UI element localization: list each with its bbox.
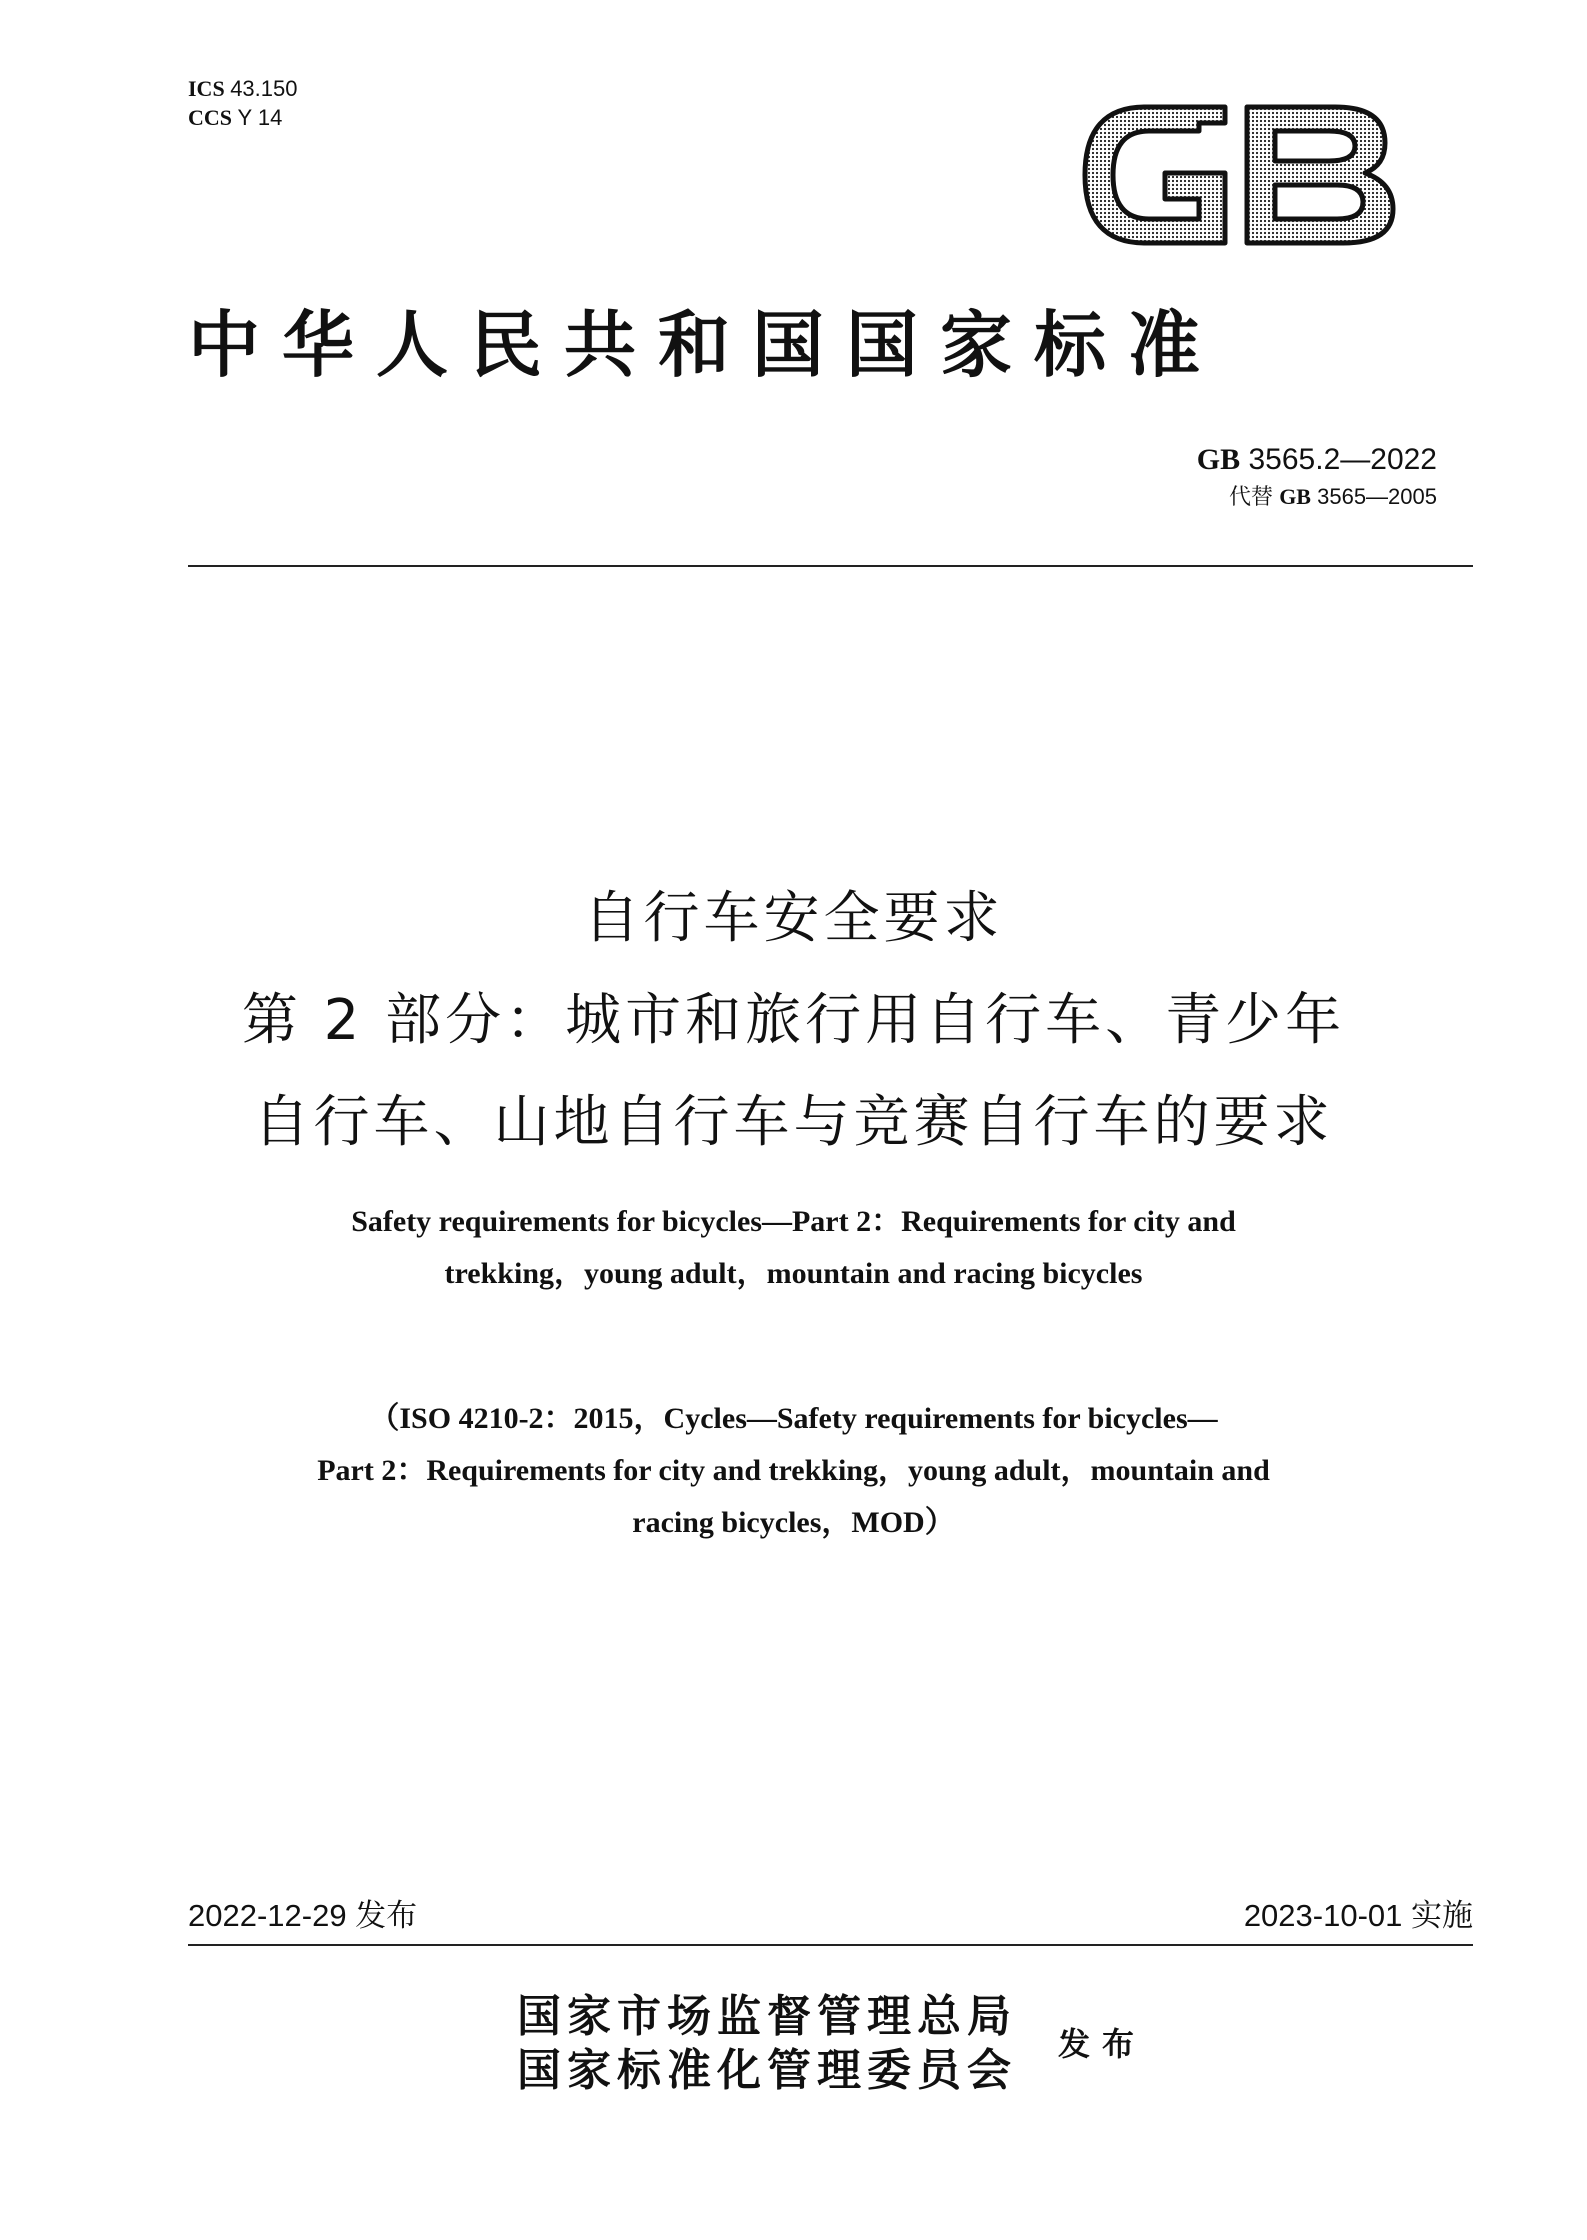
iso-reference <box>140 1393 1447 1549</box>
replaces-number: 3565—2005 <box>1317 484 1437 509</box>
effective-date: 2023-10-01 实施 <box>1243 1898 1473 1933</box>
ccs-value: Y 14 <box>237 105 283 130</box>
ccs-label: CCS <box>188 105 233 130</box>
classification-codes <box>188 74 297 132</box>
title-en-line-1: Safety requirements for bicycles—Part 2：Requirements for city and <box>351 1205 1236 1238</box>
iso-reference-line-1: （ISO 4210-2：2015，Cycles—Safety requirements for bicycles— <box>369 1402 1218 1435</box>
document-title-en <box>140 1196 1447 1300</box>
gb-logo-text: GB <box>1075 95 1077 96</box>
bottom-divider <box>188 1944 1473 1946</box>
title-cn-line-2: 第 2 部分：城市和旅行用自行车、青少年 <box>241 988 1346 1053</box>
national-standard-title: 中华人民共和国国家标准 <box>188 302 1223 387</box>
ics-value: 43.150 <box>230 76 298 101</box>
publisher-2: 国家标准化管理委员会 <box>517 2045 1017 2096</box>
standard-number-block <box>1197 440 1437 514</box>
publisher-1: 国家市场监督管理总局 <box>517 1991 1017 2042</box>
publish-label: 发布 <box>1058 2025 1147 2063</box>
standard-number <box>1197 440 1437 480</box>
title-en-line-2: trekking，young adult，mountain and racing bicycles <box>444 1257 1143 1290</box>
gb-logo <box>1075 95 1405 255</box>
standard-number-value: 3565.2—2022 <box>1248 443 1437 476</box>
replaces-standard <box>1197 480 1437 514</box>
standard-number-prefix: GB <box>1196 443 1241 476</box>
iso-reference-line-3: racing bicycles，MOD） <box>632 1506 955 1539</box>
ics-code <box>188 74 297 103</box>
title-cn-line-3: 自行车、山地自行车与竞赛自行车的要求 <box>253 1090 1334 1155</box>
ics-label: ICS <box>188 76 225 101</box>
document-title-cn <box>140 868 1447 1174</box>
ccs-code <box>188 103 297 132</box>
iso-reference-line-2: Part 2：Requirements for city and trekking，young adult，mountain and <box>317 1454 1270 1487</box>
top-divider <box>188 565 1473 567</box>
replaces-prefix: 代替 <box>1229 484 1274 509</box>
title-cn-line-1: 自行车安全要求 <box>583 886 1004 951</box>
publishers <box>517 1990 1017 2098</box>
issue-date: 2022-12-29 发布 <box>188 1898 418 1933</box>
replaces-gb-prefix: GB <box>1279 484 1311 509</box>
